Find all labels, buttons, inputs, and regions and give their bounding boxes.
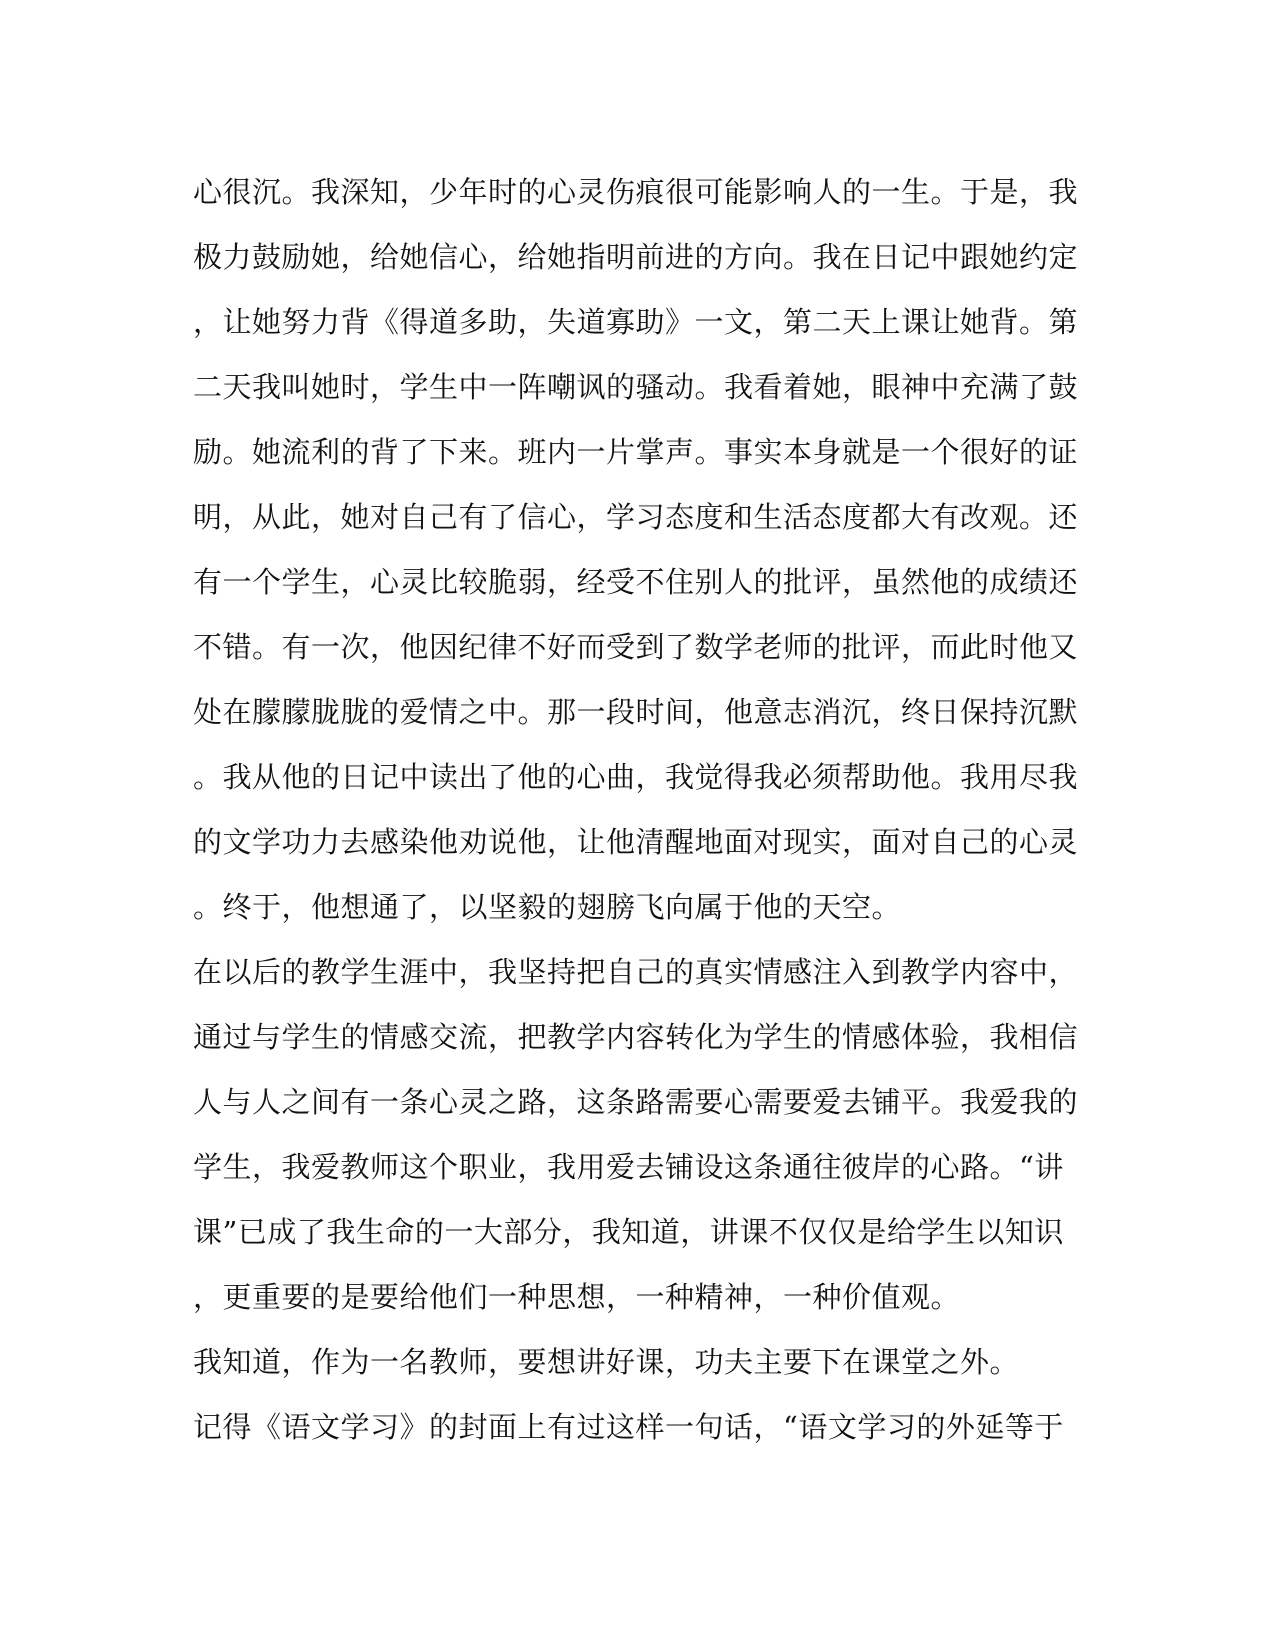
text-line: 记得《语文学习》的封面上有过这样一句话，“语文学习的外延等于 — [193, 1410, 1064, 1444]
text-line: 极力鼓励她，给她信心，给她指明前进的方向。我在日记中跟她约定 — [193, 240, 1079, 274]
text-line: 励。她流利的背了下来。班内一片掌声。事实本身就是一个很好的证 — [193, 435, 1079, 469]
text-line: 心很沉。我深知，少年时的心灵伤痕很可能影响人的一生。于是，我 — [193, 175, 1079, 209]
text-line: ，更重要的是要给他们一种思想，一种精神，一种价值观。 — [193, 1280, 961, 1314]
text-line: 。终于，他想通了，以坚毅的翅膀飞向属于他的天空。 — [193, 890, 902, 924]
text-line: 我知道，作为一名教师，要想讲好课，功夫主要下在课堂之外。 — [193, 1345, 1020, 1379]
text-line: 学生，我爱教师这个职业，我用爱去铺设这条通往彼岸的心路。“讲 — [193, 1150, 1064, 1184]
text-line: 。我从他的日记中读出了他的心曲，我觉得我必须帮助他。我用尽我 — [193, 760, 1079, 794]
body-text — [193, 160, 1079, 1460]
text-line: 明，从此，她对自己有了信心，学习态度和生活态度都大有改观。还 — [193, 500, 1079, 534]
text-line: 二天我叫她时，学生中一阵嘲讽的骚动。我看着她，眼神中充满了鼓 — [193, 370, 1079, 404]
text-line: 通过与学生的情感交流，把教学内容转化为学生的情感体验，我相信 — [193, 1020, 1079, 1054]
text-line: 在以后的教学生涯中，我坚持把自己的真实情感注入到教学内容中， — [193, 955, 1079, 989]
text-line: 的文学功力去感染他劝说他，让他清醒地面对现实，面对自己的心灵 — [193, 825, 1079, 859]
text-line: 有一个学生，心灵比较脆弱，经受不住别人的批评，虽然他的成绩还 — [193, 565, 1079, 599]
text-line: 人与人之间有一条心灵之路，这条路需要心需要爱去铺平。我爱我的 — [193, 1085, 1079, 1119]
text-line: 课”已成了我生命的一大部分，我知道，讲课不仅仅是给学生以知识 — [193, 1215, 1064, 1249]
text-line: ，让她努力背《得道多助，失道寡助》一文，第二天上课让她背。第 — [193, 305, 1079, 339]
text-line: 不错。有一次，他因纪律不好而受到了数学老师的批评，而此时他又 — [193, 630, 1079, 664]
text-line: 处在朦朦胧胧的爱情之中。那一段时间，他意志消沉，终日保持沉默 — [193, 695, 1079, 729]
